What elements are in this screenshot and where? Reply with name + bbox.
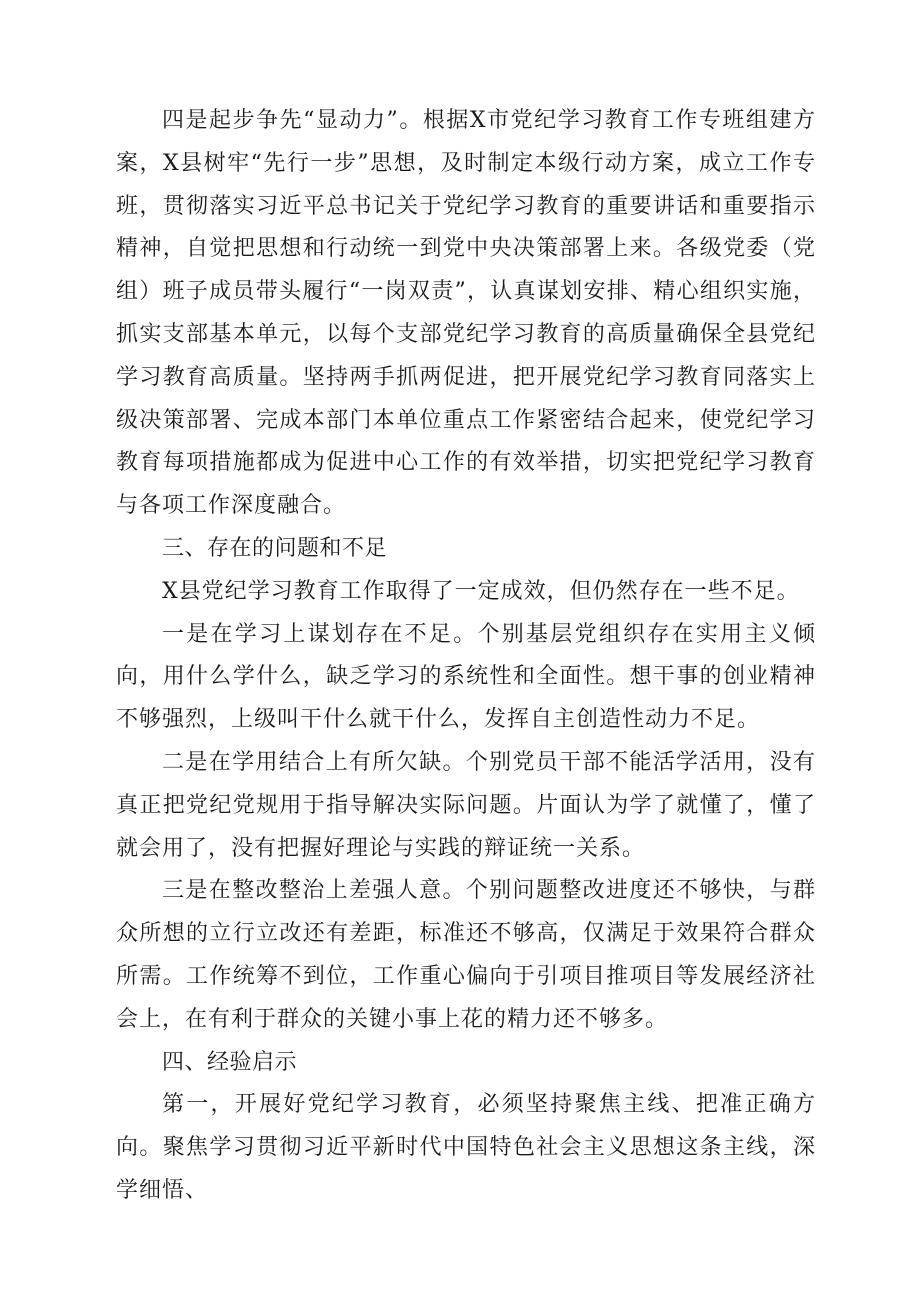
paragraph-problems-intro: X县党纪学习教育工作取得了一定成效，但仍然存在一些不足。	[162, 578, 800, 604]
document-page	[116, 100, 816, 1213]
paragraph-problem-two: 二是在学用结合上有所欠缺。个别党员干部不能活学活用，没有真正把党纪党规用于指导解决实际问题。片面认为学了就懂了，懂了就会用了，没有把握好理论与实践的辩证统一关系。	[116, 749, 816, 861]
paragraph-lesson-one: 第一，开展好党纪学习教育，必须坚持聚焦主线、把准正确方向。聚焦学习贯彻习近平新时代中国特色社会主义思想这条主线，深学细悟、	[116, 1092, 816, 1203]
section-heading-problems: 三、存在的问题和不足	[162, 535, 388, 561]
paragraph-problem-three: 三是在整改整治上差强人意。个别问题整改进度还不够快，与群众所想的立行立改还有差距，标准还不够高，仅满足于效果符合群众所需。工作统筹不到位，工作重心偏向于引项目推项目等发展经济社会上，在有利于群众的关键小事上花的精力还不够多。	[116, 878, 816, 1032]
paragraph-fourth-point: 四是起步争先“显动力”。根据X市党纪学习教育工作专班组建方案，X县树牢“先行一步”思想，及时制定本级行动方案，成立工作专班，贯彻落实习近平总书记关于党纪学习教育的重要讲话和重要指示精神，自觉把思想和行动统一到党中央决策部署上来。各级党委（党组）班子成员带头履行“一岗双责”，认真谋划安排、精心组织实施，抓实支部基本单元，以每个支部党纪学习教育的高质量确保全县党纪学习教育高质量。坚持两手抓两促进，把开展党纪学习教育同落实上级决策部署、完成本部门本单位重点工作紧密结合起来，使党纪学习教育每项措施都成为促进中心工作的有效举措，切实把党纪学习教育与各项工作深度融合。	[116, 108, 816, 519]
paragraph-problem-one: 一是在学习上谋划存在不足。个别基层党组织存在实用主义倾向，用什么学什么，缺乏学习的系统性和全面性。想干事的创业精神不够强烈，上级叫干什么就干什么，发挥自主创造性动力不足。	[116, 621, 816, 733]
section-heading-lessons: 四、经验启示	[162, 1049, 298, 1075]
